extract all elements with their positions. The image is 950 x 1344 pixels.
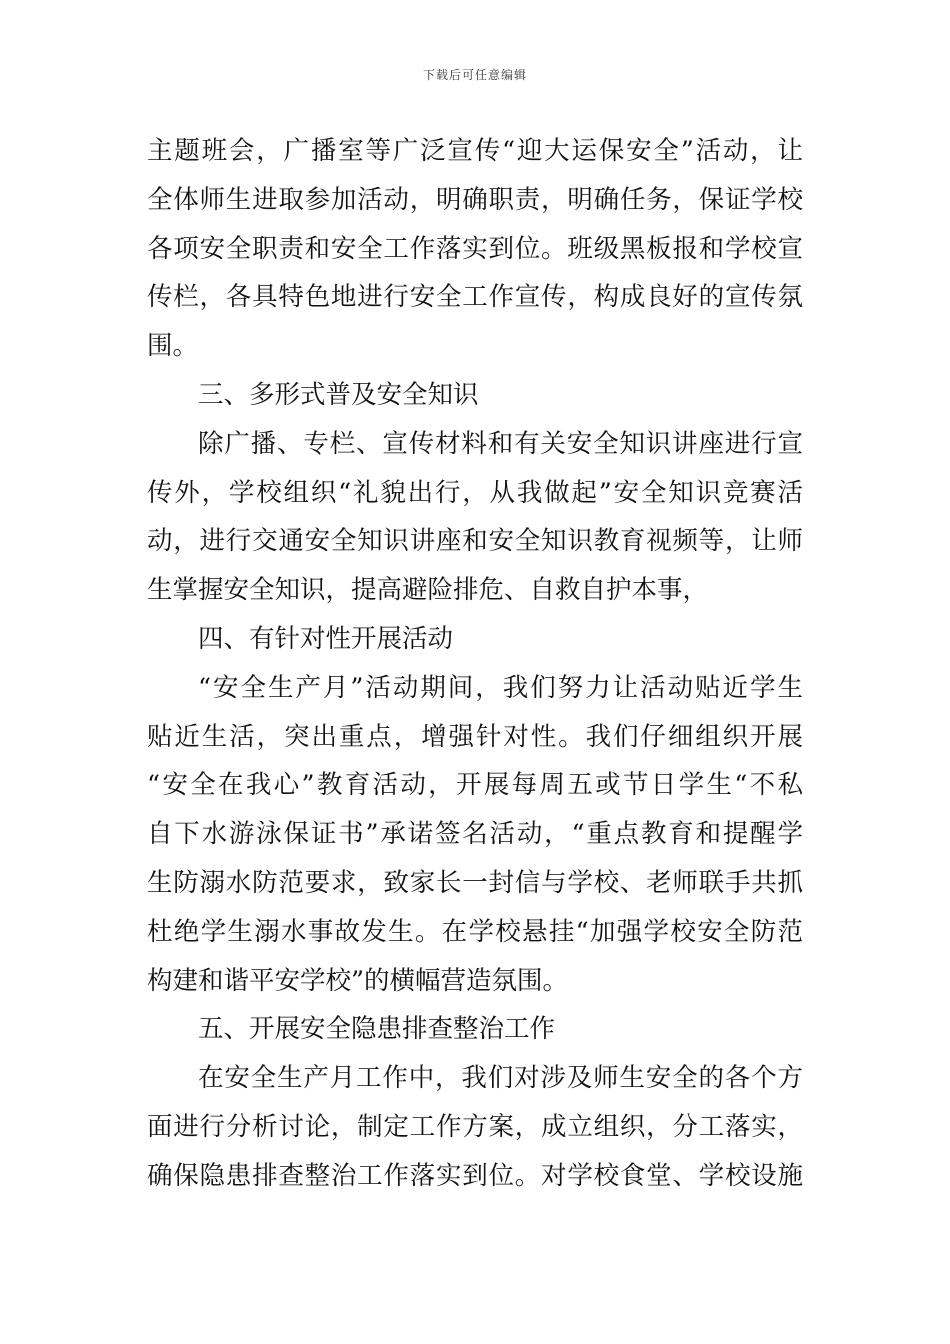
section-heading-4: 四、有针对性开展活动 bbox=[198, 623, 454, 654]
body-line: 传外，学校组织“礼貌出行，从我做起”安全知识竞赛活 bbox=[147, 477, 803, 508]
body-line: 传栏，各具特色地进行安全工作宣传，构成良好的宣传氛 bbox=[147, 282, 803, 313]
section-heading-5: 五、开展安全隐患排查整治工作 bbox=[198, 1014, 556, 1045]
body-line: 确保隐患排查整治工作落实到位。对学校食堂、学校设施 bbox=[147, 1160, 803, 1191]
body-line: 主题班会，广播室等广泛宣传“迎大运保安全”活动，让 bbox=[147, 136, 803, 166]
section-heading-3: 三、多形式普及安全知识 bbox=[198, 379, 479, 410]
body-line: 除广播、专栏、宣传材料和有关安全知识讲座进行宣 bbox=[198, 428, 803, 459]
body-line: “安全生产月”活动期间，我们努力让活动贴近学生 bbox=[198, 672, 803, 703]
body-line: 围。 bbox=[147, 331, 199, 362]
body-line: 各项安全职责和安全工作落实到位。班级黑板报和学校宣 bbox=[147, 233, 803, 264]
document-body bbox=[147, 127, 803, 1201]
body-line: “安全在我心”教育活动，开展每周五或节日学生“不私 bbox=[147, 770, 803, 801]
body-line: 动，进行交通安全知识讲座和安全知识教育视频等，让师 bbox=[147, 526, 803, 557]
page-header-note: 下载后可任意编辑 bbox=[422, 68, 527, 82]
body-line: 贴近生活，突出重点，增强针对性。我们仔细组织开展 bbox=[147, 721, 803, 752]
body-line: 全体师生进取参加活动，明确职责，明确任务，保证学校 bbox=[147, 184, 803, 215]
body-line: 在安全生产月工作中，我们对涉及师生安全的各个方 bbox=[198, 1063, 803, 1094]
body-line: 生掌握安全知识，提高避险排危、自救自护本事， bbox=[147, 575, 709, 606]
body-line: 自下水游泳保证书”承诺签名活动，“重点教育和提醒学 bbox=[147, 819, 803, 850]
body-line: 杜绝学生溺水事故发生。在学校悬挂“加强学校安全防范 bbox=[147, 916, 803, 947]
body-line: 面进行分析讨论，制定工作方案，成立组织，分工落实， bbox=[147, 1111, 803, 1142]
body-line: 构建和谐平安学校”的横幅营造氛围。 bbox=[147, 965, 569, 996]
body-line: 生防溺水防范要求，致家长一封信与学校、老师联手共抓 bbox=[147, 867, 803, 898]
